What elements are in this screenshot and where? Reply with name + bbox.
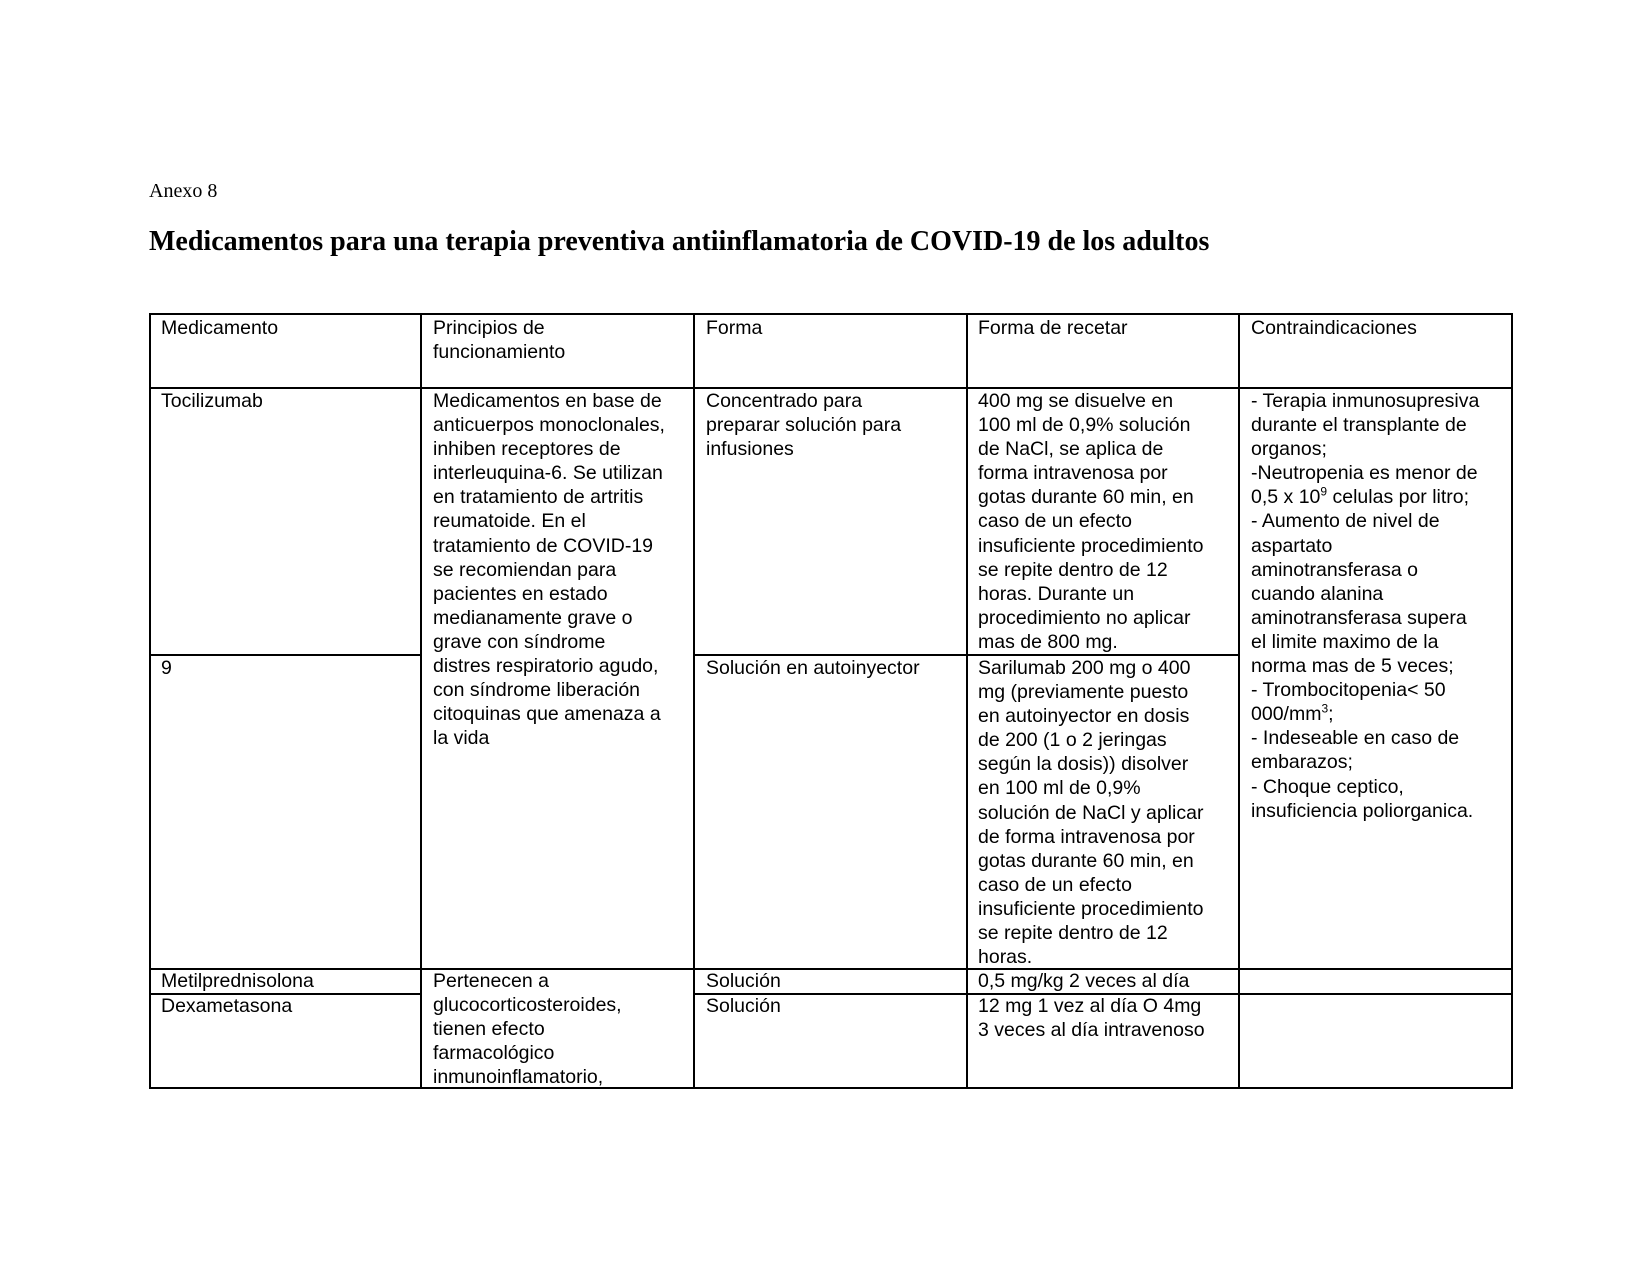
receta-dexametasona: 12 mg 1 vez al día O 4mg 3 veces al día intravenoso [978,995,1205,1042]
row-divider [151,654,422,656]
receta-metilprednisolona: 0,5 mg/kg 2 veces al día [978,970,1190,992]
forma-tocilizumab: Concentrado para preparar solución para infusiones [706,390,902,461]
header-principios: Principios de funcionamiento [433,317,566,364]
contraindicaciones-il6: - Terapia inmunosupresiva durante el transplante de organos; -Neutropenia es menor de 0,5 x $10^9$ celulas por litro; - Aumento de nivel de aspartato aminotransferasa o cuando alanina aminotransferasa supera el limite maximo de la norma mas de 5 veces; - Trombocitopenia< 50 $000/mm^3$; - Indeseable en caso de embarazos; - Choque ceptico, insuficiencia poliorganica. [1251,390,1480,822]
row-divider [151,968,1511,970]
principios-gluco: Pertenecen a glucocorticosteroides, tienen efecto farmacológico inmunoinflamatorio, [433,970,622,1089]
column-divider [693,315,695,1087]
header-forma-recetar: Forma de recetar [978,317,1128,339]
header-forma: Forma [706,317,763,339]
header-medicamento: Medicamento [161,317,279,339]
receta-tocilizumab: 400 mg se disuelve en 100 ml de 0,9% solución de NaCl, se aplica de forma intravenosa por gotas durante 60 min, en caso de un efecto insuficiente procedimiento se repite dentro de 12 horas. Durante un procedimiento no aplicar mas de 800 mg. [978,390,1204,653]
principios-il6: Medicamentos en base de anticuerpos monoclonales, inhiben receptores de interleuquina-6. Se utilizan en tratamiento de artritis reumatoide. En el tratamiento de COVID-19 se recomiendan para pacientes en estado medianamente grave o grave con síndrome distres respiratorio agudo, con síndrome liberación citoquinas que amenaza a la vida [433,390,665,750]
page-title: Medicamentos para una terapia preventiva antiinflamatoria de COVID-19 de los adultos [149,226,1210,257]
forma-sarilumab: Solución en autoinyector [706,657,920,679]
column-divider [966,315,968,1087]
forma-dexametasona: Solución [706,995,781,1017]
annex-label: Anexo 8 [149,180,218,202]
drug-name-tocilizumab: Tocilizumab [161,390,263,412]
drug-name-sarilumab: 9 [161,657,172,679]
column-divider [420,315,422,1087]
trombocitopenia-threshold: $000/mm^3$; [1251,701,1334,726]
column-divider [1238,315,1240,1087]
header-contraindicaciones: Contraindicaciones [1251,317,1417,339]
neutropenia-threshold: 0,5 x $10^9$ celulas por litro; [1251,484,1470,509]
forma-metilprednisolona: Solución [706,970,781,992]
medications-table [149,313,1513,1089]
drug-name-metilprednisolona: Metilprednisolona [161,970,314,992]
drug-name-dexametasona: Dexametasona [161,995,293,1017]
receta-sarilumab: Sarilumab 200 mg o 400 mg (previamente puesto en autoinyector en dosis de 200 (1 o 2 jeringas según la dosis)) disolver en 100 ml de 0,9% solución de NaCl y aplicar de forma intravenosa por gotas durante 60 min, en caso de un efecto insuficiente procedimiento se repite dentro de 12 horas. [978,657,1204,969]
